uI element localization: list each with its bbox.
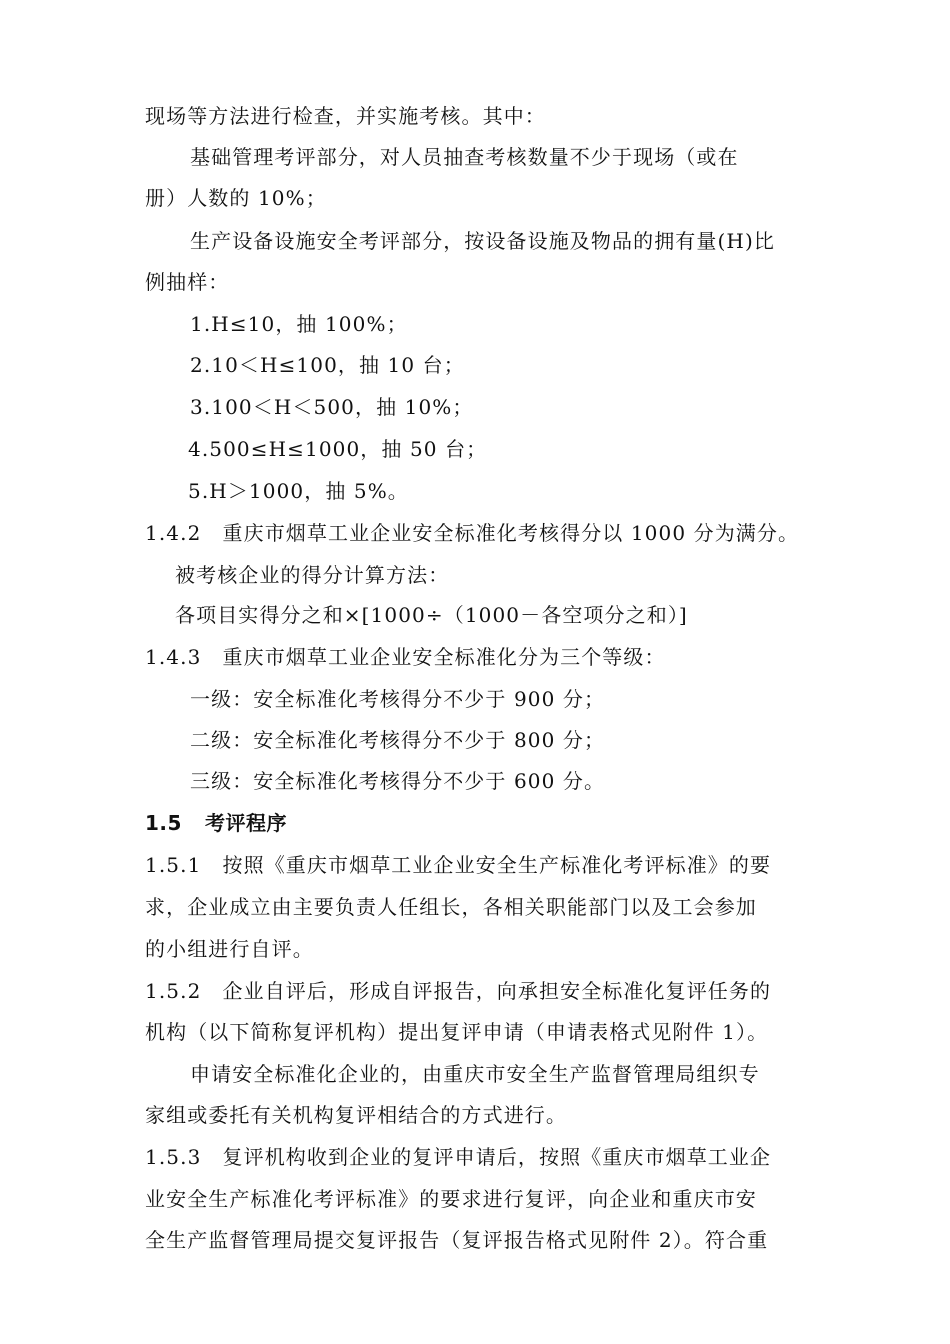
paragraph-line: 册）人数的 10%； <box>145 186 327 210</box>
section-heading-title: 考评程序 <box>205 811 287 835</box>
section-heading-number: 1.5 <box>145 811 182 835</box>
grade-3: 三级：安全标准化考核得分不少于 600 分。 <box>190 769 606 793</box>
sampling-rule-1: 1.H≤10，抽 100%； <box>190 312 408 336</box>
formula-line: 各项目实得分之和×[1000÷（1000－各空项分之和）] <box>175 603 688 627</box>
section-heading-1-5 <box>145 809 287 837</box>
sampling-rule-4: 4.500≤H≤1000，抽 50 台； <box>188 437 488 461</box>
paragraph-line: 求，企业成立由主要负责人任组长，各相关职能部门以及工会参加 <box>145 895 757 919</box>
paragraph-line: 全生产监督管理局提交复评报告（复评报告格式见附件 2）。符合重 <box>145 1228 769 1252</box>
section-1-5-1: 1.5.1 按照《重庆市烟草工业企业安全生产标准化考评标准》的要 <box>145 853 772 877</box>
sampling-rule-3: 3.100＜H＜500，抽 10%； <box>190 395 474 419</box>
sampling-rule-5: 5.H＞1000，抽 5%。 <box>188 479 409 503</box>
paragraph-line: 申请安全标准化企业的，由重庆市安全生产监督管理局组织专 <box>190 1062 760 1086</box>
section-1-4-3: 1.4.3 重庆市烟草工业企业安全标准化分为三个等级： <box>145 645 666 669</box>
paragraph-line: 生产设备设施安全考评部分，按设备设施及物品的拥有量(H)比 <box>190 229 775 253</box>
paragraph-line: 的小组进行自评。 <box>145 937 314 961</box>
paragraph-line: 例抽样： <box>145 270 230 294</box>
paragraph-line: 业安全生产标准化考评标准》的要求进行复评，向企业和重庆市安 <box>145 1187 757 1211</box>
grade-2: 二级：安全标准化考核得分不少于 800 分； <box>190 728 606 752</box>
section-1-5-2: 1.5.2 企业自评后，形成自评报告，向承担安全标准化复评任务的 <box>145 979 772 1003</box>
paragraph-line: 现场等方法进行检查，并实施考核。其中： <box>145 104 546 128</box>
section-1-4-2: 1.4.2 重庆市烟草工业企业安全标准化考核得分以 1000 分为满分。 <box>145 521 800 545</box>
paragraph-line: 家组或委托有关机构复评相结合的方式进行。 <box>145 1103 567 1127</box>
grade-1: 一级：安全标准化考核得分不少于 900 分； <box>190 687 606 711</box>
section-1-5-3: 1.5.3 复评机构收到企业的复评申请后，按照《重庆市烟草工业企 <box>145 1145 772 1169</box>
paragraph-line: 被考核企业的得分计算方法： <box>175 563 450 587</box>
sampling-rule-2: 2.10＜H≤100，抽 10 台； <box>190 353 465 377</box>
paragraph-line: 机构（以下简称复评机构）提出复评申请（申请表格式见附件 1）。 <box>145 1020 769 1044</box>
paragraph-line: 基础管理考评部分，对人员抽查考核数量不少于现场（或在 <box>190 145 739 169</box>
